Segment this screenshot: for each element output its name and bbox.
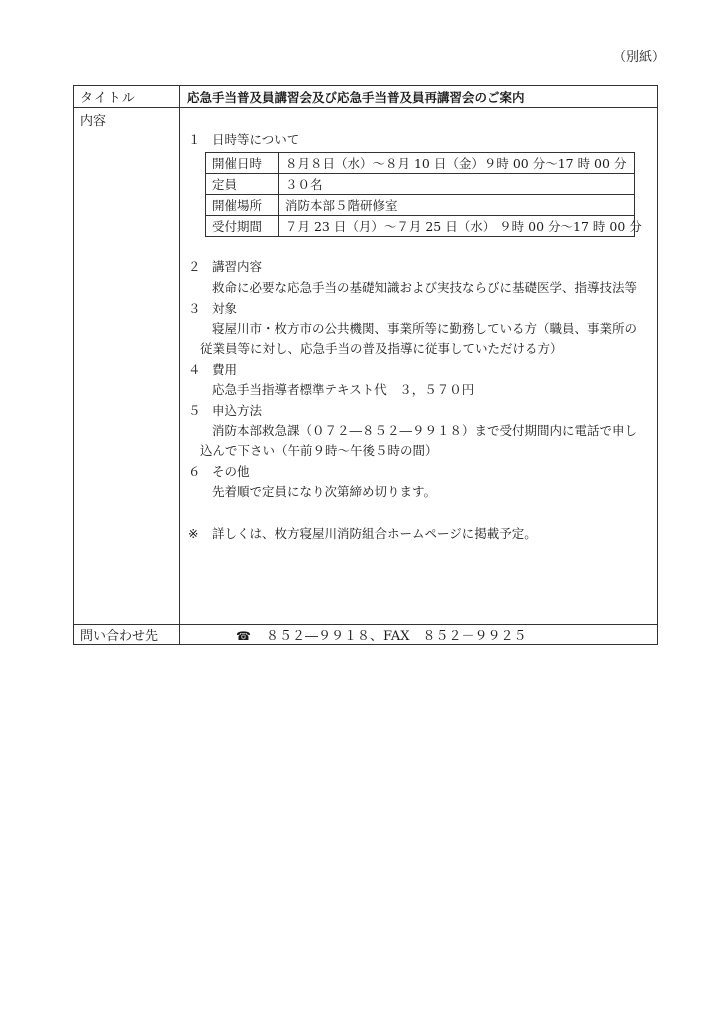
section-number: ６ bbox=[188, 464, 201, 479]
section-heading: 費用 bbox=[212, 362, 238, 377]
note-mark: ※ bbox=[188, 526, 199, 541]
section-2-heading bbox=[188, 259, 262, 275]
schedule-value: ８月８日（水）～８月 10 日（金）９時 00 分～17 時 00 分 bbox=[279, 153, 635, 174]
contact-row bbox=[74, 625, 658, 645]
contact-label: 問い合わせ先 bbox=[74, 625, 180, 645]
section-5-body: 消防本部救急課（０７２―８５２―９９１８）まで受付期間内に電話で申し bbox=[212, 423, 638, 438]
schedule-row bbox=[206, 174, 635, 195]
title-row bbox=[74, 86, 658, 108]
content-body bbox=[180, 108, 657, 622]
schedule-key: 開催日時 bbox=[206, 153, 279, 174]
schedule-row bbox=[206, 195, 635, 216]
section-heading: 対象 bbox=[212, 301, 238, 316]
section-2-body: 救命に必要な応急手当の基礎知識および実技ならびに基礎医学、指導技法等 bbox=[212, 280, 638, 295]
section-number: ５ bbox=[188, 403, 201, 418]
notice-table bbox=[73, 85, 658, 645]
notice-title: 応急手当普及員講習会及び応急手当普及員再講習会のご案内 bbox=[180, 86, 658, 108]
section-heading: 講習内容 bbox=[212, 259, 263, 274]
schedule-value: ３０名 bbox=[279, 174, 635, 195]
schedule-row bbox=[206, 216, 635, 237]
section-number: ４ bbox=[188, 362, 201, 377]
section-6-body: 先着順で定員になり次第締め切ります。 bbox=[212, 484, 437, 499]
schedule-key: 開催場所 bbox=[206, 195, 279, 216]
section-5-heading bbox=[188, 403, 262, 419]
phone-icon: ☎ bbox=[236, 629, 251, 643]
title-label: タイトル bbox=[74, 86, 180, 108]
appendix-label: （別紙） bbox=[612, 50, 665, 65]
content-row bbox=[74, 108, 658, 625]
section-4-heading bbox=[188, 362, 237, 378]
section-number: １ bbox=[188, 132, 201, 147]
section-heading: 申込方法 bbox=[212, 403, 263, 418]
note-text: 詳しくは、枚方寝屋川消防組合ホームページに掲載予定。 bbox=[212, 526, 537, 541]
contact-info bbox=[180, 625, 657, 644]
section-6-heading bbox=[188, 464, 250, 480]
schedule-value: 消防本部５階研修室 bbox=[279, 195, 635, 216]
schedule-row bbox=[206, 153, 635, 174]
section-3-heading bbox=[188, 301, 237, 317]
note bbox=[188, 526, 537, 542]
schedule-key: 定員 bbox=[206, 174, 279, 195]
content-cell bbox=[180, 108, 658, 625]
section-3-body: 従業員等に対し、応急手当の普及指導に従事していただける方） bbox=[200, 341, 563, 356]
schedule-value: ７月 23 日（月）～７月 25 日（水） ９時 00 分～17 時 00 分 bbox=[279, 216, 635, 237]
section-3-body: 寝屋川市・枚方市の公共機関、事業所等に勤務している方（職員、事業所の bbox=[212, 321, 638, 336]
section-heading: その他 bbox=[212, 464, 250, 479]
section-1-heading bbox=[188, 132, 299, 148]
schedule-table bbox=[205, 152, 642, 237]
section-heading: 日時等について bbox=[212, 132, 300, 147]
content-label: 内容 bbox=[74, 108, 180, 625]
schedule-key: 受付期間 bbox=[206, 216, 279, 237]
section-number: ２ bbox=[188, 259, 201, 274]
section-number: ３ bbox=[188, 301, 201, 316]
section-4-body: 応急手当指導者標準テキスト代 ３，５７０円 bbox=[212, 382, 475, 397]
contact-text: ８５２―９９１８、FAX ８５２－９９２５ bbox=[266, 629, 527, 644]
contact-cell bbox=[180, 625, 658, 645]
section-5-body: 込んで下さい（午前９時～午後５時の間） bbox=[200, 443, 438, 458]
